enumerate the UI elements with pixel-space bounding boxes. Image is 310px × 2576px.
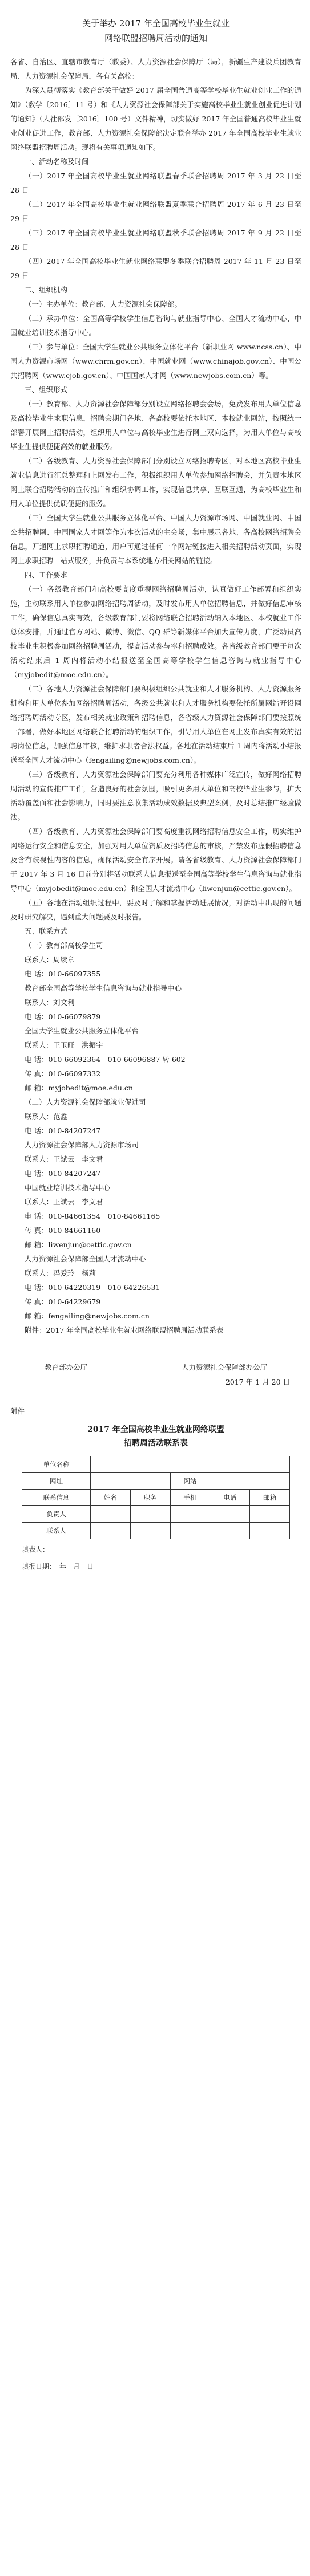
- contact-line: 电 话：010-84661354 010-84661165: [25, 1212, 160, 1220]
- section-4-item: （五）各地在活动组织过程中，要及时了解和掌握活动进展情况，对活动中出现的问题及时研究解决，遇到重大问题要及时报告。: [10, 898, 301, 921]
- issue-date: 2017 年 1 月 20 日: [225, 1378, 290, 1386]
- contact-line: 教育部全国高等学校学生信息咨询与就业指导中心: [25, 984, 182, 992]
- table-cell: 网站: [170, 1473, 210, 1490]
- table-cell-empty: [210, 1523, 250, 1539]
- section-3-heading: 三、组织形式: [25, 385, 68, 394]
- section-1-item: （四）2017 年全国高校毕业生就业网络联盟冬季联合招聘周 2017 年 11 月 23 日至 29 日: [10, 257, 301, 280]
- table-cell-empty: [130, 1506, 170, 1523]
- table-cell-empty: [210, 1506, 250, 1523]
- section-2-heading: 二、组织机构: [25, 286, 68, 294]
- contact-line: 电 话：010-66097355: [25, 970, 101, 978]
- attachment-label: 附件: [10, 1407, 25, 1415]
- table-cell: 职务: [130, 1490, 170, 1506]
- table-row: [22, 1456, 290, 1473]
- contact-line: 人力资源社会保障部全国人才流动中心: [25, 1255, 146, 1263]
- contact-line: 中国就业培训技术指导中心: [25, 1183, 111, 1192]
- contact-line: 传 真：010-64229679: [25, 1297, 101, 1306]
- contact-line: 电 话：010-84207247: [25, 1126, 101, 1135]
- table-cell-empty: [90, 1456, 289, 1473]
- signers: [10, 1360, 301, 1375]
- table-cell: 负责人: [22, 1506, 91, 1523]
- table-row: [22, 1523, 290, 1539]
- contact-list: [10, 938, 301, 1323]
- form-date: 填报日期： 年 月 日: [22, 1562, 94, 1570]
- contact-line: 电 话：010-66092364 010-66096887 转 602: [25, 1055, 186, 1064]
- contact-line: 联系人：王斌云 李文君: [25, 1155, 103, 1163]
- contact-line: 联系人：冯爱玲 杨莉: [25, 1269, 96, 1277]
- table-cell-empty: [250, 1523, 290, 1539]
- table-row: [22, 1506, 290, 1523]
- contact-line: 电 话：010-64220319 010-64226531: [25, 1283, 160, 1292]
- section-3-item: （一）教育部、人力资源社会保障部分别设立网络招聘会会场，免费发布用人单位信息及高校毕业生求职信息，招聘会期间各地、各高校要依托本地区、本校就业网站，按照统一部署开展网上招聘活动，组织用人单位与高校毕业生进行网上双向选择，为用人单位与高校毕业生提供便捷高效的就业服务。: [10, 400, 301, 451]
- intro-paragraph: 为深入贯彻落实《教育部关于做好 2017 届全国普通高等学校毕业生就业创业工作的通知》（教学〔2016〕11 号）和《人力资源社会保障部关于实施高校毕业生就业创业促进计划的通知》（人社部发〔2016〕100 号）文件精神，切实做好 2017 年全国普通高校毕业生就业创业促进工作，教育部、人力资源社会保障部决定联合举办 2017 年全国高校毕业生就业网络联盟招聘周活动。现将有关事项通知如下。: [10, 86, 301, 152]
- section-5-heading: 五、联系方式: [25, 927, 68, 935]
- table-cell: 手机: [170, 1490, 210, 1506]
- table-cell: 联系人: [22, 1523, 91, 1539]
- section-4-item: （一）各级教育部门和高校要高度重视网络招聘周活动，认真做好工作部署和组织实施，主动联系用人单位参加网络招聘周活动，及时发布用人单位招聘信息，并做好信息审核工作，确保信息真实有效，各级教育部门要将网络联合招聘活动纳入本地区、本校就业工作总体安排，并通过官方网站、微博、微信、QQ 群等新媒体平台加大宣传力度，广泛动员高校毕业生积极参加网络招聘周活动，提高活动参与率和招聘成效。各省级教育部门要于每次活动结束后 1 周内将活动小结报送至全国高等学校学生信息咨询与就业指导中心（myjobedit@moe.edu.cn）。: [10, 585, 301, 679]
- table-cell: 网址: [22, 1473, 91, 1490]
- table-row: [22, 1490, 290, 1506]
- table-cell: 单位名称: [22, 1456, 91, 1473]
- section-1-heading: 一、活动名称及时间: [25, 157, 89, 166]
- contact-line: 人力资源社会保障部人力资源市场司: [25, 1141, 139, 1149]
- contact-line: 联系人：刘文利: [25, 998, 75, 1007]
- section-4-heading: 四、工作要求: [25, 571, 68, 579]
- signer-left: 教育部办公厅: [45, 1363, 88, 1372]
- contact-line: 电 话：010-66079879: [25, 1012, 101, 1021]
- section-1-item: （二）2017 年全国高校毕业生就业网络联盟夏季联合招聘周 2017 年 6 月 23 日至 29 日: [10, 200, 301, 223]
- document: [10, 16, 301, 1573]
- contact-line: 传 真：010-84661160: [25, 1226, 101, 1235]
- salutation: 各省、自治区、直辖市教育厅（教委）、人力资源社会保障厅（局），新疆生产建设兵团教育局、人力资源社会保障局，各有关高校：: [10, 58, 301, 80]
- table-cell-empty: [210, 1473, 290, 1490]
- table-cell-empty: [170, 1506, 210, 1523]
- contact-line: （二）人力资源社会保障部就业促进司: [25, 1098, 146, 1106]
- signer-right: 人力资源社会保障部办公厅: [182, 1363, 268, 1372]
- contact-line: 邮 箱：myjobedit@moe.edu.cn: [25, 1084, 133, 1092]
- attachment-title: 2017 年全国高校毕业生就业网络联盟 招聘周活动联系表: [87, 1425, 224, 1448]
- notice-title: 关于举办 2017 年全国高校毕业生就业 网络联盟招聘周活动的通知: [82, 18, 230, 43]
- section-4-item: （四）各级教育、人力资源社会保障部门要高度重视网络招聘信息安全工作，切实维护网络运行安全和信息安全，加强对用人单位资质及招聘信息的审核，严禁发布虚假招聘信息及含有歧视性内容的信息，确保活动安全有序开展。请各省级教育、人力资源社会保障部门于 2017 年 3 月 16 日前分别将活动联系人信息报送至全国高等学校学生信息咨询与就业指导中心（myjobedit@moe.edu.cn）和全国人才流动中心（liwenjun@cettic.gov.cn）。: [10, 827, 301, 893]
- table-cell: 姓名: [90, 1490, 130, 1506]
- table-cell-empty: [250, 1506, 290, 1523]
- contact-line: （一）教育部高校学生司: [25, 941, 103, 950]
- contact-form-table: [22, 1456, 290, 1539]
- section-2-item: （一）主办单位：教育部、人力资源社会保障部。: [25, 300, 182, 308]
- section-3-item: （二）各级教育、人力资源社会保障部门分别设立网络招聘专区，对本地区高校毕业生就业信息进行汇总整理和上网发布工作，积极组织用人单位参加网络招聘会，并负责本地区网上联合招聘活动的宣传推广和组织协调工作，实现信息共享、互联互通，为高校毕业生和用人单位提供优质便捷的服务。: [10, 457, 301, 508]
- table-cell: 联系信息: [22, 1490, 91, 1506]
- contact-line: 电 话：010-84207247: [25, 1169, 101, 1178]
- table-cell: 邮箱: [250, 1490, 290, 1506]
- table-cell: 电话: [210, 1490, 250, 1506]
- attachment-note: 附件：2017 年全国高校毕业生就业网络联盟招聘周活动联系表: [25, 1326, 224, 1334]
- section-4-item: （三）各级教育、人力资源社会保障部门要充分利用各种媒体广泛宣传，做好网络招聘周活动的宣传推广工作，营造良好的社会氛围，吸引更多用人单位和高校毕业生参与，扩大活动覆盖面和社会影响力，同时要注意收集活动成效数据及典型案例，及时总结推广经验做法。: [10, 770, 301, 821]
- section-3-item: （三）全国大学生就业公共服务立体化平台、中国人力资源市场网、中国就业网、中国公共招聘网、中国国家人才网等作为本次活动的主会场，集中展示各地、各高校网络招聘会信息，开通网上求职招聘通道，用户可通过任何一个网站链接进入相关招聘活动页面，实现网上求职招聘一站式服务，并负责与本系统地方相关网站的链接。: [10, 514, 301, 565]
- section-2-item: （三）参与单位：全国大学生就业公共服务立体化平台（新职业网 www.ncss.cn）、中国人力资源市场网（www.chrm.gov.cn）、中国就业网（www.chinajob.gov.cn）、中国公共招聘网（www.cjob.gov.cn）、中国国家人才网（www.newjobs.com.cn）等。: [10, 343, 301, 380]
- contact-line: 邮 箱：liwenjun@cettic.gov.cn: [25, 1240, 132, 1249]
- contact-line: 联系人：王玉旺 洪振宇: [25, 1041, 103, 1049]
- table-cell-empty: [130, 1523, 170, 1539]
- table-cell-empty: [170, 1523, 210, 1539]
- section-1-item: （一）2017 年全国高校毕业生就业网络联盟春季联合招聘周 2017 年 3 月 22 日至 28 日: [10, 172, 301, 194]
- contact-line: 联系人：王斌云 李文君: [25, 1198, 103, 1206]
- form-filler: 填表人：: [22, 1545, 50, 1553]
- section-1-item: （三）2017 年全国高校毕业生就业网络联盟秋季联合招聘周 2017 年 9 月 22 日至 28 日: [10, 229, 301, 251]
- contact-line: 联系人：范鑫: [25, 1112, 68, 1121]
- table-cell-empty: [90, 1523, 130, 1539]
- table-row: [22, 1473, 290, 1490]
- table-cell-empty: [90, 1506, 130, 1523]
- contact-line: 传 真：010-66097332: [25, 1069, 101, 1078]
- contact-line: 全国大学生就业公共服务立体化平台: [25, 1027, 139, 1035]
- section-4-item: （二）各地人力资源社会保障部门要积极组织公共就业和人才服务机构、人力资源服务机构和用人单位参加网络招聘周活动，各级公共就业和人才服务机构要依托所属网站开设网络招聘周活动专区，发布相关就业政策和招聘信息，各省级人力资源社会保障部门要按照统一部署，做好本地区网络联合招聘活动的组织工作，引导用人单位在网上发布真实有效的招聘岗位信息，加强信息审核，维护求职者合法权益。各地在活动结束后 1 周内将活动小结报送至全国人才流动中心（fengailing@newjobs.com.cn）。: [10, 685, 301, 764]
- table-cell-empty: [90, 1473, 170, 1490]
- contact-line: 联系人：周续章: [25, 955, 75, 964]
- contact-line: 邮 箱：fengailing@newjobs.com.cn: [25, 1312, 150, 1320]
- section-2-item: （二）承办单位：全国高等学校学生信息咨询与就业指导中心、全国人才流动中心、中国就业培训技术指导中心。: [10, 314, 301, 337]
